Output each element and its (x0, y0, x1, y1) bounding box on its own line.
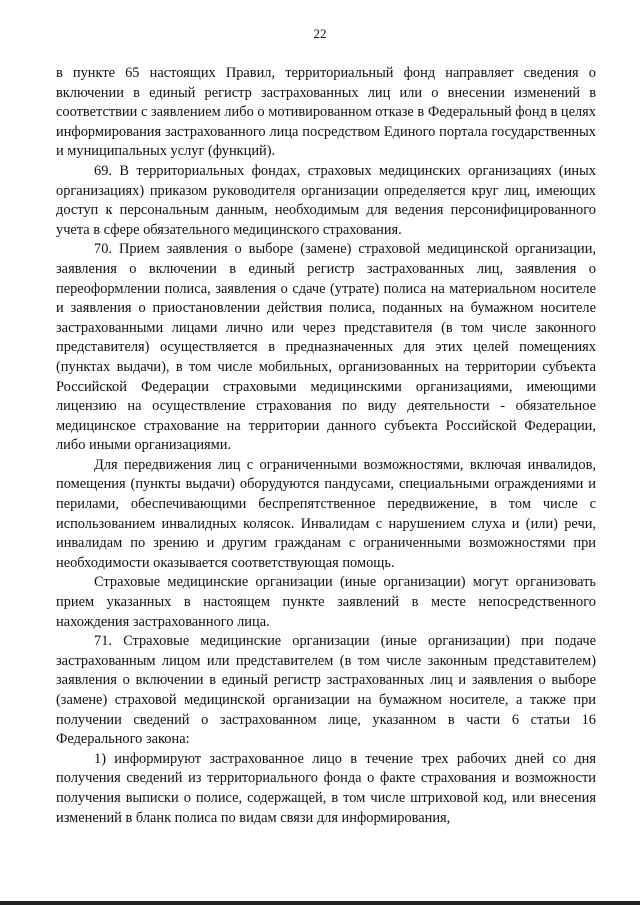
paragraph-71-item-1: 1) информируют застрахованное лицо в течение трех рабочих дней со дня получения сведений из территориального фонда о факте страхования и возможности получения выписки о полисе, содержащей, в том числе штриховой код, или внесения изменений в бланк полиса по видам связи для информирования, (56, 750, 596, 826)
paragraph-accessibility: Для передвижения лиц с ограниченными возможностями, включая инвалидов, помещения (пункты выдачи) оборудуются пандусами, специальными ограждениями и перилами, обеспечивающими беспрепятственное передвижение, в том числе с использованием инвалидных колясок. Инвалидам с нарушением слуха и (или) речи, инвалидам по зрению и другим гражданам с ограниченными возможностями при необходимости оказывается соответствующая помощь. (56, 456, 596, 571)
paragraph-71: 71. Страховые медицинские организации (иные организации) при подаче застрахованным лицом или представителем (в том числе законным представителем) заявления о включении в единый регистр застрахованных лиц и заявления о выборе (замене) страховой медицинской организации на бумажном носителе, а также при получении сведений о застрахованном лице, указанном в части 6 статьи 16 Федерального закона: (56, 633, 596, 748)
paragraph-70: 70. Прием заявления о выборе (замене) страховой медицинской организации, заявления о включении в единый регистр застрахованных лиц, заявления о переоформлении полиса, заявления о сдаче (утрате) полиса на материальном носителе и заявления о приостановлении действия полиса, поданных на бумажном носителе застрахованными лицами лично или через представителя (в том числе законного представителя) осуществляется в предназначенных для этих целей помещениях (пунктах выдачи), в том числе мобильных, организованных на территории субъекта Российской Федерации страховыми медицинскими организациями, имеющими лицензию на осуществление страхования по виду деятельности - обязательное медицинское страхование на территории данного субъекта Российской Федерации, либо иными организациями. (56, 241, 596, 454)
page-number: 22 (313, 26, 327, 41)
paragraph-reception-location: Страховые медицинские организации (иные организации) могут организовать прием указанных в настоящем пункте заявлений в месте непосредственного нахождения застрахованного лица. (56, 574, 596, 630)
page-bottom-edge (0, 901, 640, 905)
paragraph-69: 69. В территориальных фондах, страховых медицинских организациях (иных организациях) приказом руководителя организации определяется круг лиц, имеющих доступ к персональным данным, необходимым для ведения персонифицированного учета в сфере обязательного медицинского страхования. (56, 162, 596, 238)
paragraph-continuation: в пункте 65 настоящих Правил, территориальный фонд направляет сведения о включении в единый регистр застрахованных лиц или о внесении изменений в соответствии с заявлением либо о мотивированном отказе в Федеральный фонд в целях информирования застрахованного лица посредством Единого портала государственных и муниципальных услуг (функций). (56, 65, 596, 160)
document-body (56, 64, 596, 828)
